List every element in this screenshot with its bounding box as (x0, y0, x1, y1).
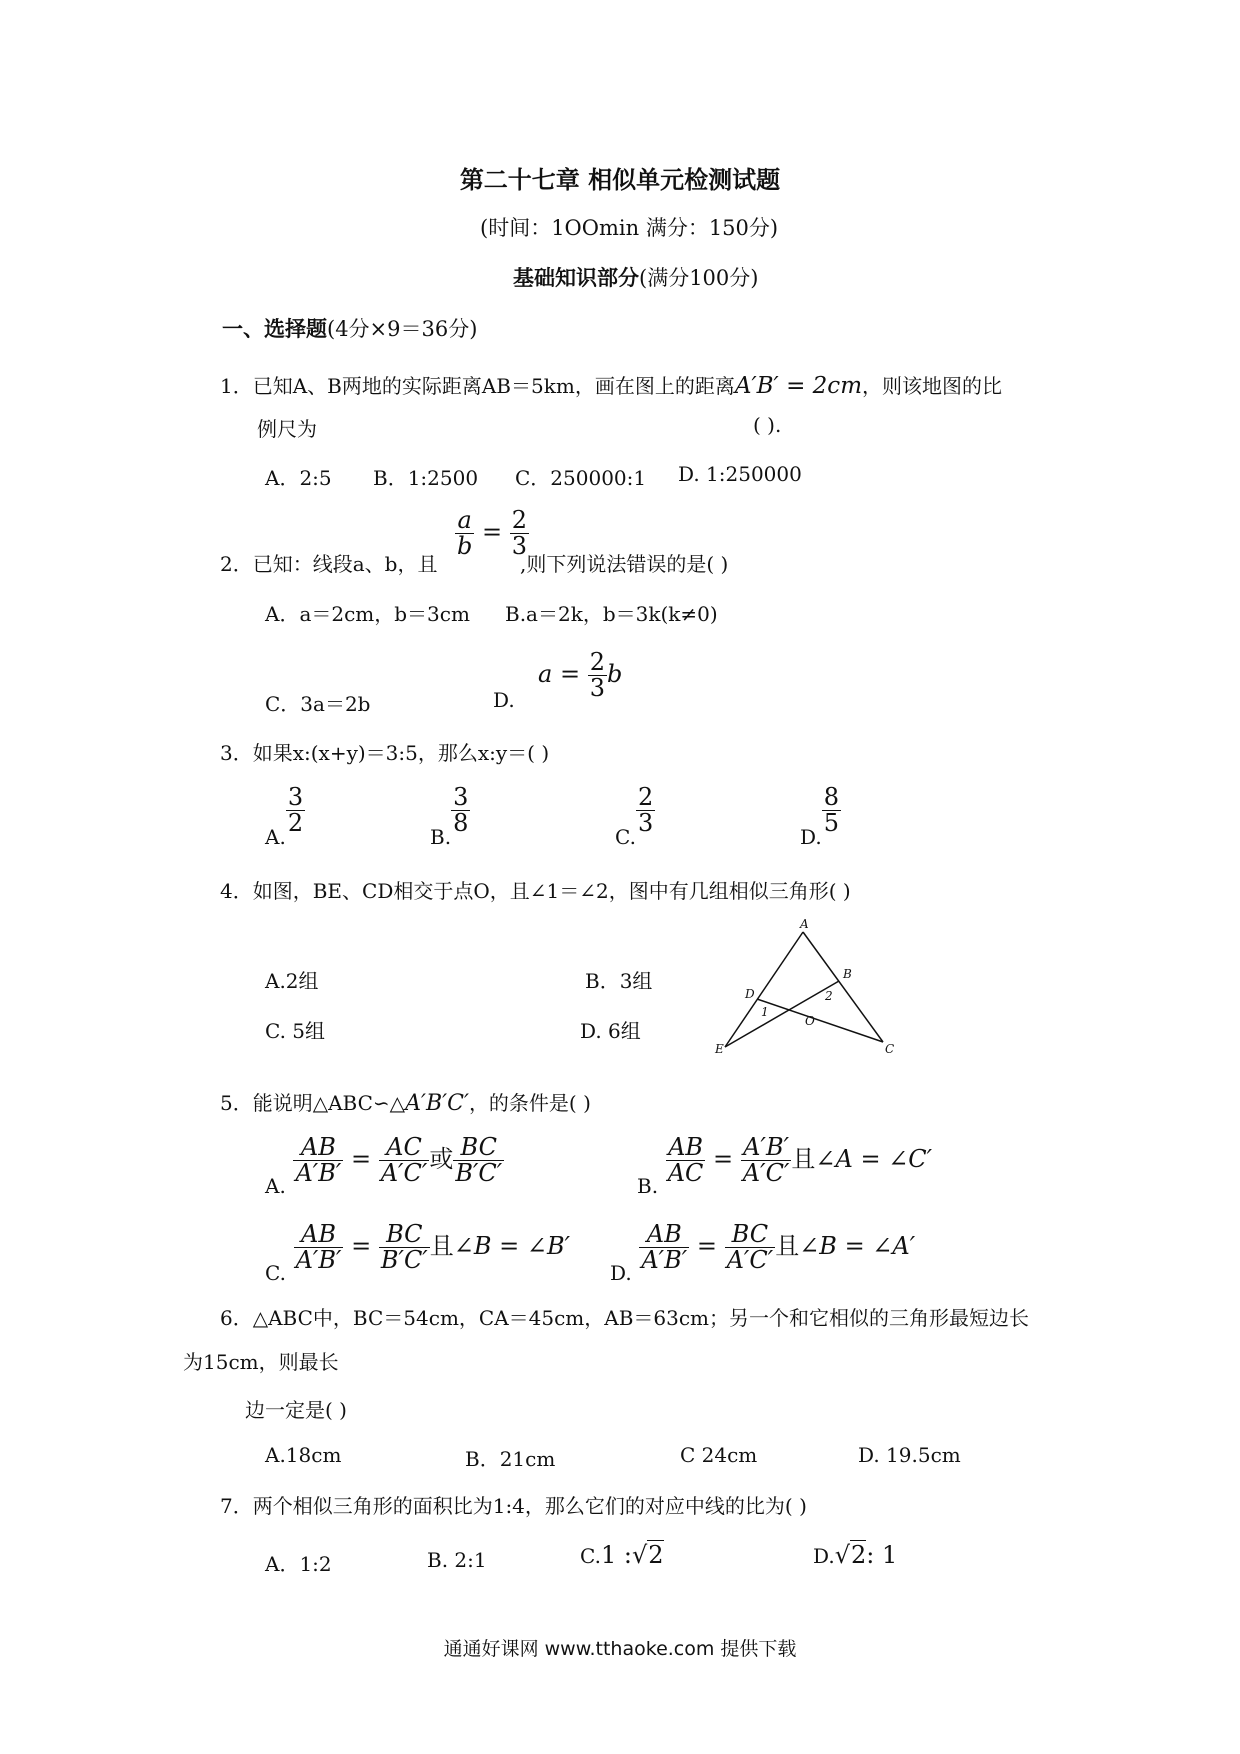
q5-option-b: $_{B.}$ $\frac{AB}{AC}$ = $\frac{A'B'}{A'C'}$ 且∠A = ∠C′ (637, 1133, 933, 1199)
q2-frac-ab: $\frac{a}{b}$ (457, 506, 473, 561)
q7-option-b: B. 2:1 (427, 1548, 487, 1572)
q3-option-d: D. $\frac{8}{5}$ (800, 783, 839, 850)
q2-ratio: $\frac{a}{b}$ = $\frac{2}{3}$ (457, 506, 528, 561)
label-angle-2: 2 (825, 989, 833, 1003)
q1-math: A′B′ = 2cm (734, 373, 863, 399)
label-angle-1: 1 (761, 1005, 769, 1019)
q2-frac-d: $\frac{2}{3}$ (589, 648, 605, 703)
q4-option-b: B．3组 (585, 969, 653, 993)
q6-option-d: D. 19.5cm (858, 1443, 961, 1467)
q6-stem-c: 边一定是( ) (245, 1398, 347, 1422)
segment-AE (725, 932, 803, 1047)
label-O: O (805, 1014, 815, 1028)
q6-option-c: C 24cm (680, 1443, 758, 1467)
segment-DC (757, 999, 883, 1042)
section-label: 一、选择题 (222, 317, 327, 341)
triangle-figure (705, 915, 905, 1055)
q7-stem: 7．两个相似三角形的面积比为1:4，那么它们的对应中线的比为( ) (220, 1494, 807, 1518)
q2-option-d-math: a = $\frac{2}{3}$ b (538, 648, 623, 703)
q6-option-b: B．21cm (465, 1447, 556, 1471)
section-score: (4分×9＝36分) (327, 317, 478, 341)
q6-stem-b: 为15cm，则最长 (183, 1350, 339, 1374)
q3-option-c: C. $\frac{2}{3}$ (615, 783, 654, 850)
q1-text-a: 1．已知A、B两地的实际距离AB＝5km，画在图上的距离 (220, 374, 735, 398)
q4-option-d: D. 6组 (580, 1019, 641, 1043)
q1-text-b: ，则该地图的比 (862, 374, 1003, 398)
segment-AC (803, 932, 883, 1042)
label-A: A (800, 917, 809, 931)
q1-option-b: B．1:2500 (373, 466, 479, 490)
q1-stem-cont: 例尺为 (257, 417, 317, 441)
q2-option-c: C．3a＝2b (265, 692, 371, 716)
sqrt-icon: √ (834, 1541, 850, 1569)
q2-option-a: A．a＝2cm，b＝3cm (265, 602, 470, 626)
q3-stem: 3．如果x:(x+y)＝3:5，那么x:y＝( ) (220, 741, 550, 765)
q7-option-c: C.1 :√2 (580, 1541, 664, 1569)
q5-option-d: $_{D.}$ $\frac{AB}{A'B'}$ = $\frac{BC}{A'C'}$ 且∠B = ∠A′ (610, 1220, 916, 1286)
q1-blank: ( ). (753, 413, 782, 437)
part-score: (满分100分) (639, 266, 759, 290)
part-heading (513, 262, 758, 292)
q2-frac-23: $\frac{2}{3}$ (511, 506, 528, 561)
label-B: B (843, 967, 852, 981)
label-C: C (885, 1042, 895, 1055)
section-heading (222, 313, 477, 343)
q1-option-d: D. 1:250000 (678, 462, 802, 486)
q2-text-a: 2．已知：线段a、b，且 (220, 552, 438, 576)
footer-credit: 通通好课网 www.tthaoke.com 提供下载 (443, 1638, 797, 1660)
page-title: 第二十七章 相似单元检测试题 (459, 166, 781, 194)
q1-option-c: C．250000:1 (515, 466, 647, 490)
q4-option-a: A.2组 (265, 969, 319, 993)
q5-option-a: $_{A.}$ $\frac{AB}{A'B'}$ = $\frac{AC}{A'C'}$ 或 $\frac{BC}{B'C'}$ (265, 1133, 503, 1199)
q4-option-c: C. 5组 (265, 1019, 326, 1043)
q5-option-c: $_{C.}$ $\frac{AB}{A'B'}$ = $\frac{BC}{B'C'}$ 且∠B = ∠B′ (265, 1220, 571, 1286)
q1-option-a: A．2:5 (265, 466, 332, 490)
q2-text-b: ,则下列说法错误的是( ) (520, 552, 729, 576)
q2-option-d-label: D. (493, 688, 515, 712)
segment-EB (725, 981, 839, 1047)
q2-option-b: B.a＝2k，b＝3k(k≠0) (505, 602, 718, 626)
q6-option-a: A.18cm (265, 1443, 342, 1467)
label-E: E (715, 1042, 724, 1055)
q7-option-a: A．1:2 (265, 1552, 332, 1576)
q4-stem: 4．如图，BE、CD相交于点O，且∠1＝∠2，图中有几组相似三角形( ) (220, 879, 851, 903)
q7-option-d: D.√2: 1 (813, 1541, 898, 1569)
exam-info: (时间：1OOmin 满分：150分) (480, 216, 779, 240)
question-1-stem (220, 370, 1002, 399)
q6-stem-a: 6．△ABC中，BC＝54cm，CA＝45cm，AB＝63cm；另一个和它相似的三角形最短边长 (220, 1306, 1030, 1330)
q3-option-b: B. $\frac{3}{8}$ (430, 783, 469, 850)
sqrt-icon: √ (631, 1541, 648, 1569)
label-D: D (745, 987, 755, 1001)
part-title: 基础知识部分 (513, 266, 639, 290)
q5-stem: 5．能说明△ABC∽△A′B′C′，的条件是( ) (220, 1091, 591, 1116)
q3-option-a: A. $\frac{3}{2}$ (265, 783, 304, 850)
